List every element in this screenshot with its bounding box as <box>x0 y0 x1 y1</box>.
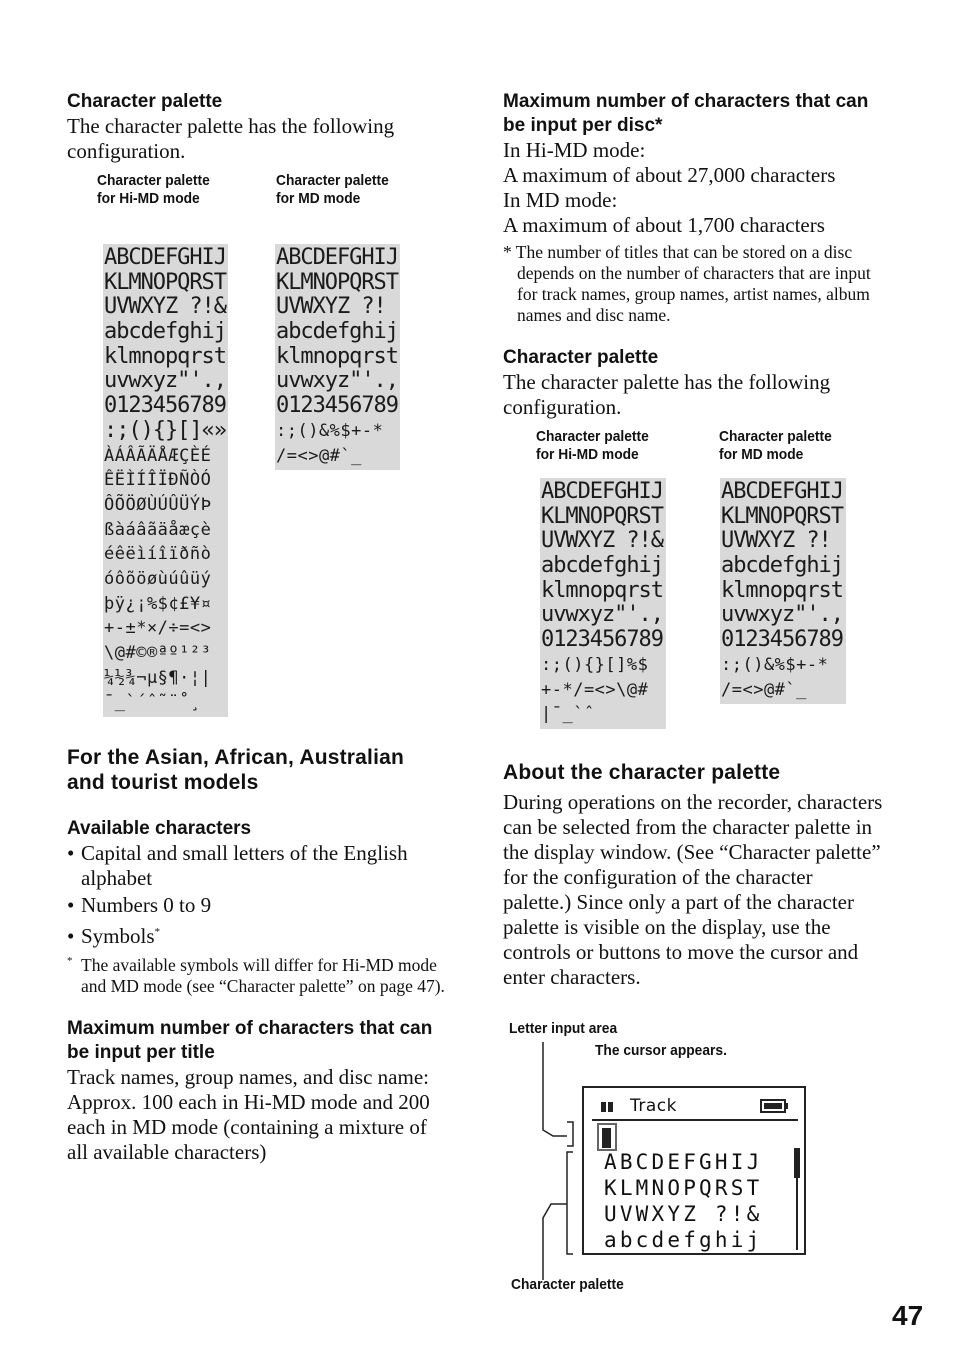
palette-row: ¯_`´ˆ˜¨˚¸ <box>104 692 201 713</box>
disc-note: * The number of titles that can be stored on a disc depends on the number of characters that are input for track names, group names, artist names, album names and disc name. <box>503 242 871 325</box>
symbols-note-text: The available symbols will differ for Hi-MD mode and MD mode (see “Character palette” on page 47). <box>81 954 445 996</box>
about-palette-heading: About the character palette <box>503 761 781 784</box>
himd-caption-left <box>97 172 210 208</box>
palette-row: klmnopqrst <box>721 578 843 603</box>
available-characters-heading: Available characters <box>67 818 252 839</box>
md-caption-left <box>276 172 389 208</box>
caption-line: Character palette <box>719 428 832 445</box>
palette-row: éêëìíîïðñò <box>104 544 212 565</box>
lcd-palette-row: ABCDEFGHIJ <box>604 1150 763 1174</box>
about-section <box>503 760 883 990</box>
caption-line: Character palette <box>536 428 649 445</box>
cursor <box>602 1128 611 1148</box>
md-palette-right <box>720 478 846 704</box>
palette-row: +-*/=<>\@# <box>541 679 649 700</box>
palette-row: :;(){}[]«» <box>104 418 226 443</box>
character-palette-heading-right: Character palette <box>503 347 659 368</box>
letter-input-area-label: Letter input area <box>509 1020 618 1037</box>
md-palette-left <box>275 244 400 470</box>
display-diagram <box>503 1018 823 1308</box>
max-title-heading: Maximum number of characters that can be input per title <box>67 1017 433 1063</box>
left-column <box>67 90 447 1164</box>
character-palette-label: Character palette <box>511 1276 624 1293</box>
himd-palette-left <box>103 244 228 717</box>
lcd-divider <box>592 1119 798 1121</box>
palette-row: 0123456789 <box>276 394 398 419</box>
palette-row: klmnopqrst <box>276 344 398 369</box>
symbols-footnote-marker: * <box>154 926 161 938</box>
palette-pair-right <box>503 480 883 725</box>
himd-palette-right <box>540 478 666 729</box>
max-disc-line: A maximum of about 1,700 characters <box>503 213 825 237</box>
cursor-appears-label: The cursor appears. <box>595 1042 727 1059</box>
palette-row: ABCDEFGHIJ <box>541 480 663 504</box>
palette-row: ABCDEFGHIJ <box>276 246 398 270</box>
disc-icon <box>600 1100 614 1114</box>
palette-row: ÊËÌÍÎÏÐÑÒÓ <box>104 470 212 491</box>
md-caption-right <box>719 428 832 464</box>
max-disc-line: In MD mode: <box>503 188 618 212</box>
palette-row: uvwxyz"'., <box>721 603 843 628</box>
max-disc-line: In Hi-MD mode: <box>503 138 646 162</box>
lcd-palette-row: abcdefghij <box>604 1228 763 1252</box>
list-item-text: Numbers 0 to 9 <box>81 893 212 917</box>
palette-captions-right <box>503 426 883 486</box>
caption-line: for MD mode <box>719 446 804 463</box>
lcd-palette-row: UVWXYZ ?!& <box>604 1202 763 1226</box>
symbols-note <box>67 951 447 997</box>
palette-row: klmnopqrst <box>541 578 663 603</box>
palette-row: 0123456789 <box>104 394 226 419</box>
palette-row: 0123456789 <box>721 628 843 653</box>
lcd-palette-row: KLMNOPQRST <box>604 1176 763 1200</box>
palette-row: :;(){}[]%$ <box>541 654 649 675</box>
character-palette-heading-left: Character palette <box>67 91 223 112</box>
palette-row: ABCDEFGHIJ <box>721 480 843 504</box>
page-number: 47 <box>892 1300 924 1331</box>
palette-row: ABCDEFGHIJ <box>104 246 226 270</box>
palette-row: abcdefghij <box>541 554 663 579</box>
palette-row: UVWXYZ ?! <box>276 295 386 320</box>
palette-row: KLMNOPQRST <box>276 270 398 295</box>
list-item <box>67 920 447 949</box>
max-title-text: Track names, group names, and disc name: Approx. 100 each in Hi-MD mode and 200 each in MD mode (containing a mixture of all available characters) <box>67 1064 430 1164</box>
palette-row: klmnopqrst <box>104 344 226 369</box>
palette-row: ¼½¾¬µ§¶·¦| <box>104 667 212 688</box>
palette-row: 0123456789 <box>541 628 663 653</box>
character-palette-intro-right: The character palette has the following configuration. <box>503 370 831 419</box>
bullet-mark: • <box>67 841 75 865</box>
palette-row: þÿ¿¡%$¢£¥¤ <box>104 593 212 614</box>
palette-row: /=<>@#`_ <box>721 679 807 700</box>
caption-line: Character palette <box>276 172 389 189</box>
list-item-text: Symbols <box>81 924 155 948</box>
palette-pair-left <box>67 246 447 713</box>
list-item <box>67 893 447 918</box>
palette-row: abcdefghij <box>104 320 226 345</box>
palette-row: uvwxyz"'., <box>104 369 226 394</box>
lcd-display <box>582 1086 806 1255</box>
himd-caption-right <box>536 428 649 464</box>
bullet-mark: • <box>67 924 75 948</box>
palette-row: KLMNOPQRST <box>104 270 226 295</box>
right-column <box>503 90 883 989</box>
palette-row: ÀÁÂÃÄÅÆÇÈÉ <box>104 445 212 466</box>
max-disc-line: A maximum of about 27,000 characters <box>503 163 836 187</box>
palette-row: óôõöøùúûüý <box>104 568 212 589</box>
caption-line: for MD mode <box>276 190 361 207</box>
list-item <box>67 841 447 891</box>
about-palette-text: During operations on the recorder, characters can be selected from the character palette in the display window. (See “Character palette” for the configuration of the character palette.) Since only a part of the character palette is visible on the display, use the controls or buttons to move the cursor and enter characters. <box>503 790 883 989</box>
available-characters-list <box>67 841 447 949</box>
bullet-mark: • <box>67 893 75 917</box>
palette-row: ÔÕÖØÙÚÛÜÝÞ <box>104 494 212 515</box>
palette-row: UVWXYZ ?!& <box>541 529 663 554</box>
caption-line: Character palette <box>97 172 210 189</box>
battery-icon <box>760 1098 790 1114</box>
palette-row: KLMNOPQRST <box>721 504 843 529</box>
palette-row: KLMNOPQRST <box>541 504 663 529</box>
palette-row: :;()&%$+-* <box>276 420 384 441</box>
palette-row: |¯_`ˆ <box>541 704 595 725</box>
lcd-header <box>584 1088 804 1118</box>
lcd-scrollbar-thumb <box>794 1148 800 1178</box>
palette-row: +-±*×/÷=<> <box>104 618 212 639</box>
lcd-track-label: Track <box>630 1096 677 1116</box>
palette-row: UVWXYZ ?!& <box>104 295 226 320</box>
note-marker: * <box>67 955 73 967</box>
input-area-leader <box>543 1042 567 1136</box>
palette-row: uvwxyz"'., <box>276 369 398 394</box>
input-area-bracket <box>567 1122 573 1146</box>
palette-row: ßàáâãäåæçè <box>104 519 212 540</box>
palette-row: abcdefghij <box>276 320 398 345</box>
palette-captions-left <box>67 170 447 250</box>
palette-row: uvwxyz"'., <box>541 603 663 628</box>
max-disc-heading: Maximum number of characters that can be input per disc* <box>503 91 869 136</box>
palette-row: abcdefghij <box>721 554 843 579</box>
caption-line: for Hi-MD mode <box>97 190 200 207</box>
asian-models-heading: For the Asian, African, Australian and tourist models <box>67 746 405 794</box>
palette-bracket <box>567 1152 573 1254</box>
palette-row: /=<>@#`_ <box>276 445 362 466</box>
character-palette-intro-left: The character palette has the following configuration. <box>67 114 395 163</box>
palette-row: UVWXYZ ?! <box>721 529 831 554</box>
palette-row: \@#©®ªº¹²³ <box>104 643 212 663</box>
asian-section <box>67 745 447 1165</box>
palette-row: :;()&%$+-* <box>721 654 829 675</box>
caption-line: for Hi-MD mode <box>536 446 639 463</box>
list-item-text: Capital and small letters of the English alphabet <box>81 841 408 890</box>
palette-leader <box>543 1204 567 1280</box>
leader-lines <box>503 1018 593 1288</box>
